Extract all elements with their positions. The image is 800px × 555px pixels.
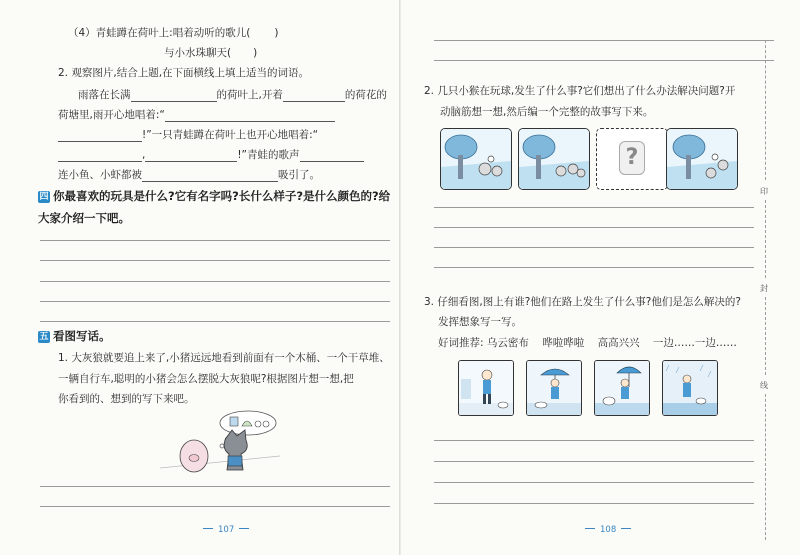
writing-line[interactable] [40,321,390,322]
fill-1-text-c: 的荷花的 [344,89,387,101]
fill-blank[interactable] [142,170,278,182]
right-q2-line-1: 2. 几只小猴在玩球,发生了什么事?它们想出了什么办法解决问题?开 [424,85,736,97]
writing-line[interactable] [40,260,390,261]
margin-char: 印 [760,187,768,196]
word-rec-item: 一边……一边…… [652,337,737,349]
fill-5-text-a: 连小鱼、小虾都被 [58,169,142,181]
writing-line[interactable] [434,440,754,441]
fill-blank[interactable] [131,90,217,102]
barrel-icon [230,417,238,426]
s5-q1-line-1: 1. 大灰狼就要追上来了,小猪远远地看到前面有一个木桶、一个干草堆、 [58,352,390,364]
writing-line[interactable] [434,40,774,41]
fill-4-text: !”青蛙的歌声 [237,149,300,161]
margin-char: 封 [760,284,768,293]
fill-line-4 [58,148,364,162]
writing-line[interactable] [434,207,754,208]
rain-scene-2 [526,360,582,416]
binding-cut-line [765,394,766,540]
fill-line-1 [78,88,387,102]
fill-blank[interactable] [165,110,335,122]
section-5-badge: 五 [39,332,49,342]
writing-line[interactable] [434,461,754,462]
writing-line[interactable] [434,60,774,61]
fill-1-text-b: 的荷叶上,开着 [216,89,283,101]
writing-line[interactable] [40,506,390,507]
fill-5-text-b: 吸引了。 [278,169,320,181]
item-4-text-a: （4）青蛙蹲在荷叶上:唱着动听的歌儿( [68,27,251,39]
fill-line-3 [58,128,318,142]
monkey-scene-2 [518,128,590,190]
monkey-scene-4 [666,128,738,190]
page-number-left: 107 [198,525,254,535]
section-4-badge: 四 [39,192,49,202]
word-rec-item: 高高兴兴 [597,337,640,349]
right-q2-line-2: 动脑筋想一想,然后编一个完整的故事写下来。 [440,106,654,118]
writing-line[interactable] [434,247,754,248]
fill-1-text-a: 雨落在长满 [78,89,131,101]
section-5-title-line [38,329,111,343]
item-4-line-a [68,26,278,40]
question-mark-icon: ? [619,141,645,175]
right-page [400,0,800,555]
writing-line[interactable] [434,503,754,504]
section-4-line-2: 大家介绍一下吧。 [38,211,130,225]
word-rec-label: 好词推荐: [438,337,484,349]
fill-2-text: 荷塘里,雨开心地唱着:“ [58,109,165,121]
word-rec-item: 哗啦哗啦 [542,337,585,349]
pig-wolf-illustration [160,408,280,478]
margin-char: 线 [760,381,768,390]
right-q3-line-2: 发挥想象写一写。 [438,316,522,328]
monkey-scene-1 [440,128,512,190]
fill-blank[interactable] [145,150,237,162]
writing-line[interactable] [434,482,754,483]
writing-line[interactable] [40,301,390,302]
fill-blank[interactable] [58,130,142,142]
rain-scene-1 [458,360,514,416]
fill-blank[interactable] [300,150,364,162]
fill-blank[interactable] [58,150,142,162]
fill-line-2 [58,108,335,122]
fill-blank[interactable] [283,90,345,102]
s5-q1-line-3: 你看到的、想到的写下来吧。 [58,393,195,405]
rain-scene-3 [594,360,650,416]
item-4-text-b: 与小水珠聊天( [164,47,232,59]
rain-scene-4 [662,360,718,416]
writing-line[interactable] [40,240,390,241]
binding-cut-line [765,297,766,375]
s5-q1-line-2: 一辆自行车,聪明的小猪会怎么摆脱大灰狼呢?根据图片想一想,把 [58,373,354,385]
binding-cut-line [765,200,766,278]
binding-cut-line [765,40,766,180]
question-2-title: 2. 观察图片,结合上题,在下面横线上填上适当的词语。 [58,67,310,79]
writing-line[interactable] [434,227,754,228]
word-rec-item: 乌云密布 [486,337,529,349]
word-recommendation [438,336,737,350]
page-number-right: 108 [580,525,636,535]
item-4-line-b [164,46,257,60]
section-4-line-1 [38,189,390,203]
writing-line[interactable] [434,267,754,268]
writing-line[interactable] [40,486,390,487]
section-4-text-1: 你最喜欢的玩具是什么?它有名字吗?长什么样子?是什么颜色的?给 [53,189,391,203]
fill-3-text: !”一只青蛙蹲在荷叶上也开心地唱着:“ [142,129,319,141]
fill-4-comma: , [142,149,146,161]
writing-line[interactable] [40,281,390,282]
fill-line-5 [58,168,320,182]
monkey-scene-3-unknown [596,128,668,190]
item-4-close-b: ) [253,47,258,59]
right-q3-line-1: 3. 仔细看图,图上有谁?他们在路上发生了什么事?他们是怎么解决的? [424,296,741,308]
item-4-close-a: ) [274,27,279,39]
section-5-title: 看图写话。 [53,329,111,343]
